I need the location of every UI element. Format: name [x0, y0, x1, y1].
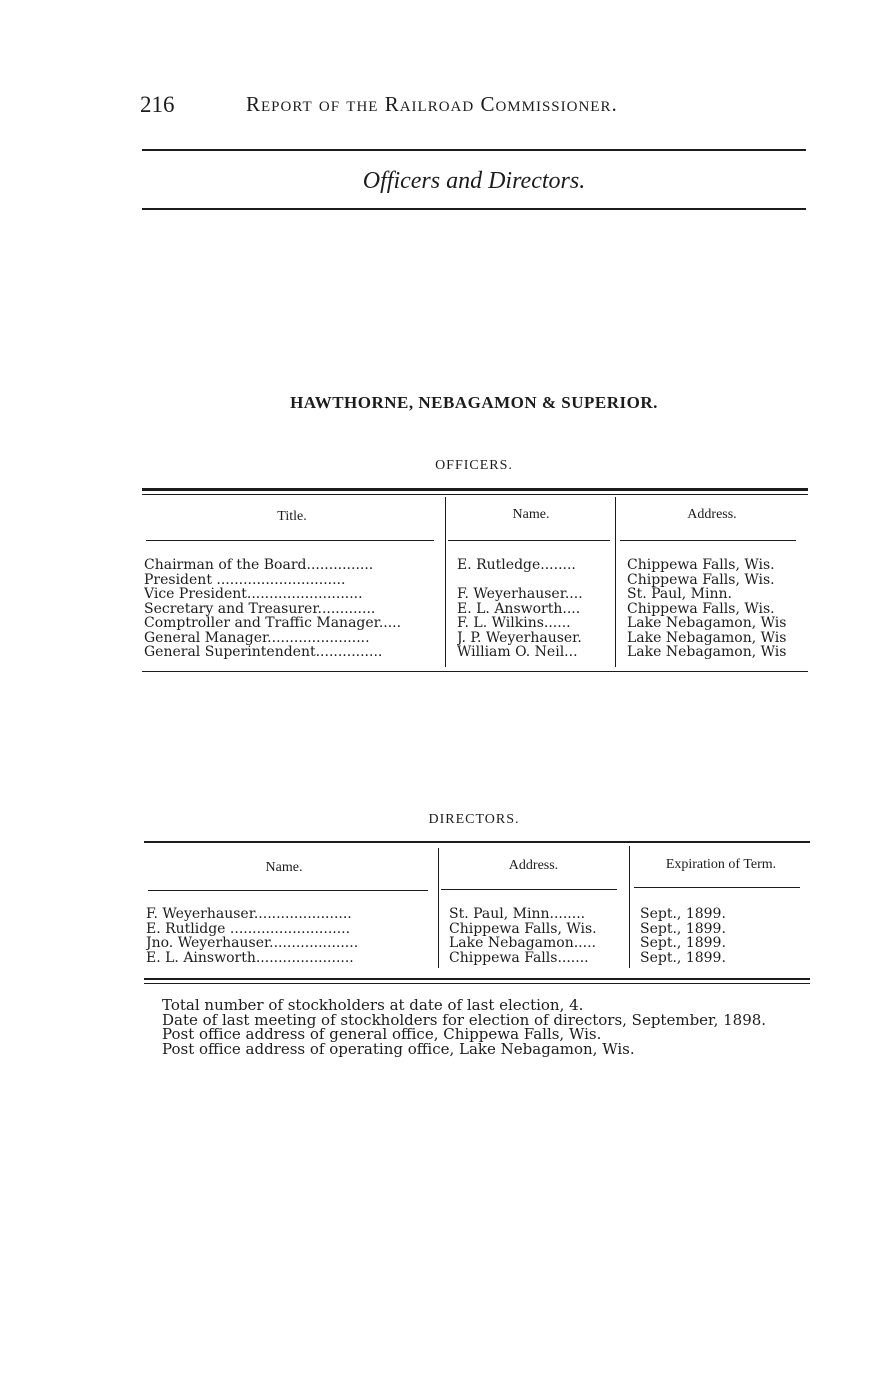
table-cell: Chippewa Falls, Wis.: [627, 558, 775, 573]
table-cell: Lake Nebagamon, Wis: [627, 616, 787, 631]
directors-col-divider: [629, 846, 630, 968]
table-cell: Lake Nebagamon, Wis: [627, 630, 787, 645]
officers-header-name: Name.: [512, 507, 550, 522]
officers-header-title: Title.: [277, 509, 307, 524]
table-cell: E. L. Answorth....: [457, 601, 581, 616]
officers-header-underline: [146, 540, 434, 541]
stockholder-notes: [162, 998, 766, 1056]
table-cell: F. Weyerhauser....: [457, 587, 583, 602]
table-cell: General Manager.......................: [144, 630, 370, 645]
table-cell: E. L. Ainsworth......................: [146, 950, 354, 965]
page-number: 216: [140, 92, 175, 117]
directors-header-underline: [148, 890, 428, 891]
directors-header-name: Name.: [265, 860, 303, 875]
table-cell: Vice President..........................: [144, 587, 363, 602]
directors-top-rule: [144, 841, 810, 843]
note-line: Total number of stockholders at date of last election, 4.: [162, 996, 584, 1014]
directors-caption: DIRECTORS.: [428, 812, 520, 827]
header-rule-bottom: [142, 208, 806, 210]
directors-bottom-rule-thin: [144, 983, 810, 984]
table-cell: Chippewa Falls, Wis.: [449, 921, 597, 936]
table-cell: E. Rutledge........: [457, 558, 576, 573]
officers-bottom-rule: [142, 671, 808, 672]
directors-address-column: [449, 907, 629, 965]
table-cell: E. Rutlidge ...........................: [146, 921, 351, 936]
table-cell: Sept., 1899.: [640, 907, 726, 922]
table-cell: J. P. Weyerhauser.: [457, 630, 582, 645]
directors-header-underline: [634, 887, 800, 888]
table-cell: Comptroller and Traffic Manager.....: [144, 616, 402, 631]
table-cell: Lake Nebagamon, Wis: [627, 645, 787, 660]
note-line: Post office address of general office, Chippewa Falls, Wis.: [162, 1025, 602, 1043]
note-line: Post office address of operating office, Lake Nebagamon, Wis.: [162, 1039, 635, 1058]
table-cell: Lake Nebagamon.....: [449, 936, 596, 951]
directors-term-column: [640, 907, 805, 965]
officers-title-column: [144, 558, 442, 660]
directors-col-divider: [438, 848, 439, 968]
table-cell: F. Weyerhauser......................: [146, 907, 352, 922]
directors-header-underline: [441, 889, 617, 890]
officers-top-rule-thin: [142, 494, 808, 495]
table-cell: F. L. Wilkins......: [457, 616, 571, 631]
officers-header-underline: [620, 540, 796, 541]
header-rule-top: [142, 149, 806, 151]
officers-header-address: Address.: [687, 507, 737, 522]
section-title: Officers and Directors.: [362, 168, 586, 194]
table-cell: St. Paul, Minn........: [449, 907, 586, 922]
table-cell: President .............................: [144, 572, 346, 587]
table-cell: Chairman of the Board...............: [144, 558, 374, 573]
officers-address-column: [627, 558, 809, 660]
note-line: Date of last meeting of stockholders for election of directors, September, 1898.: [162, 1010, 767, 1029]
table-cell: Jno. Weyerhauser....................: [146, 936, 359, 951]
table-cell: Secretary and Treasurer.............: [144, 601, 376, 616]
company-name: HAWTHORNE, NEBAGAMON & SUPERIOR.: [290, 393, 658, 412]
officers-name-column: [457, 558, 614, 660]
directors-header-address: Address.: [508, 858, 559, 873]
officers-top-rule: [142, 488, 808, 491]
table-cell: St. Paul, Minn.: [627, 587, 732, 602]
running-title: Report of the Railroad Commissioner.: [246, 92, 618, 116]
table-cell: Sept., 1899.: [640, 936, 726, 951]
table-cell: General Superintendent...............: [144, 645, 383, 660]
table-cell: [457, 573, 614, 588]
table-cell: William O. Neil...: [457, 645, 578, 660]
table-cell: Chippewa Falls, Wis.: [627, 601, 775, 616]
table-cell: Chippewa Falls.......: [449, 950, 589, 965]
officers-header-underline: [448, 540, 610, 541]
officers-col-divider: [615, 497, 616, 667]
table-cell: Sept., 1899.: [640, 950, 726, 965]
directors-name-column: [146, 907, 436, 965]
directors-header-term: Expiration of Term.: [665, 857, 777, 872]
table-cell: Chippewa Falls, Wis.: [627, 572, 775, 587]
table-cell: Sept., 1899.: [640, 921, 726, 936]
officers-col-divider: [445, 497, 446, 667]
officers-caption: OFFICERS.: [435, 458, 513, 473]
directors-bottom-rule: [144, 978, 810, 980]
